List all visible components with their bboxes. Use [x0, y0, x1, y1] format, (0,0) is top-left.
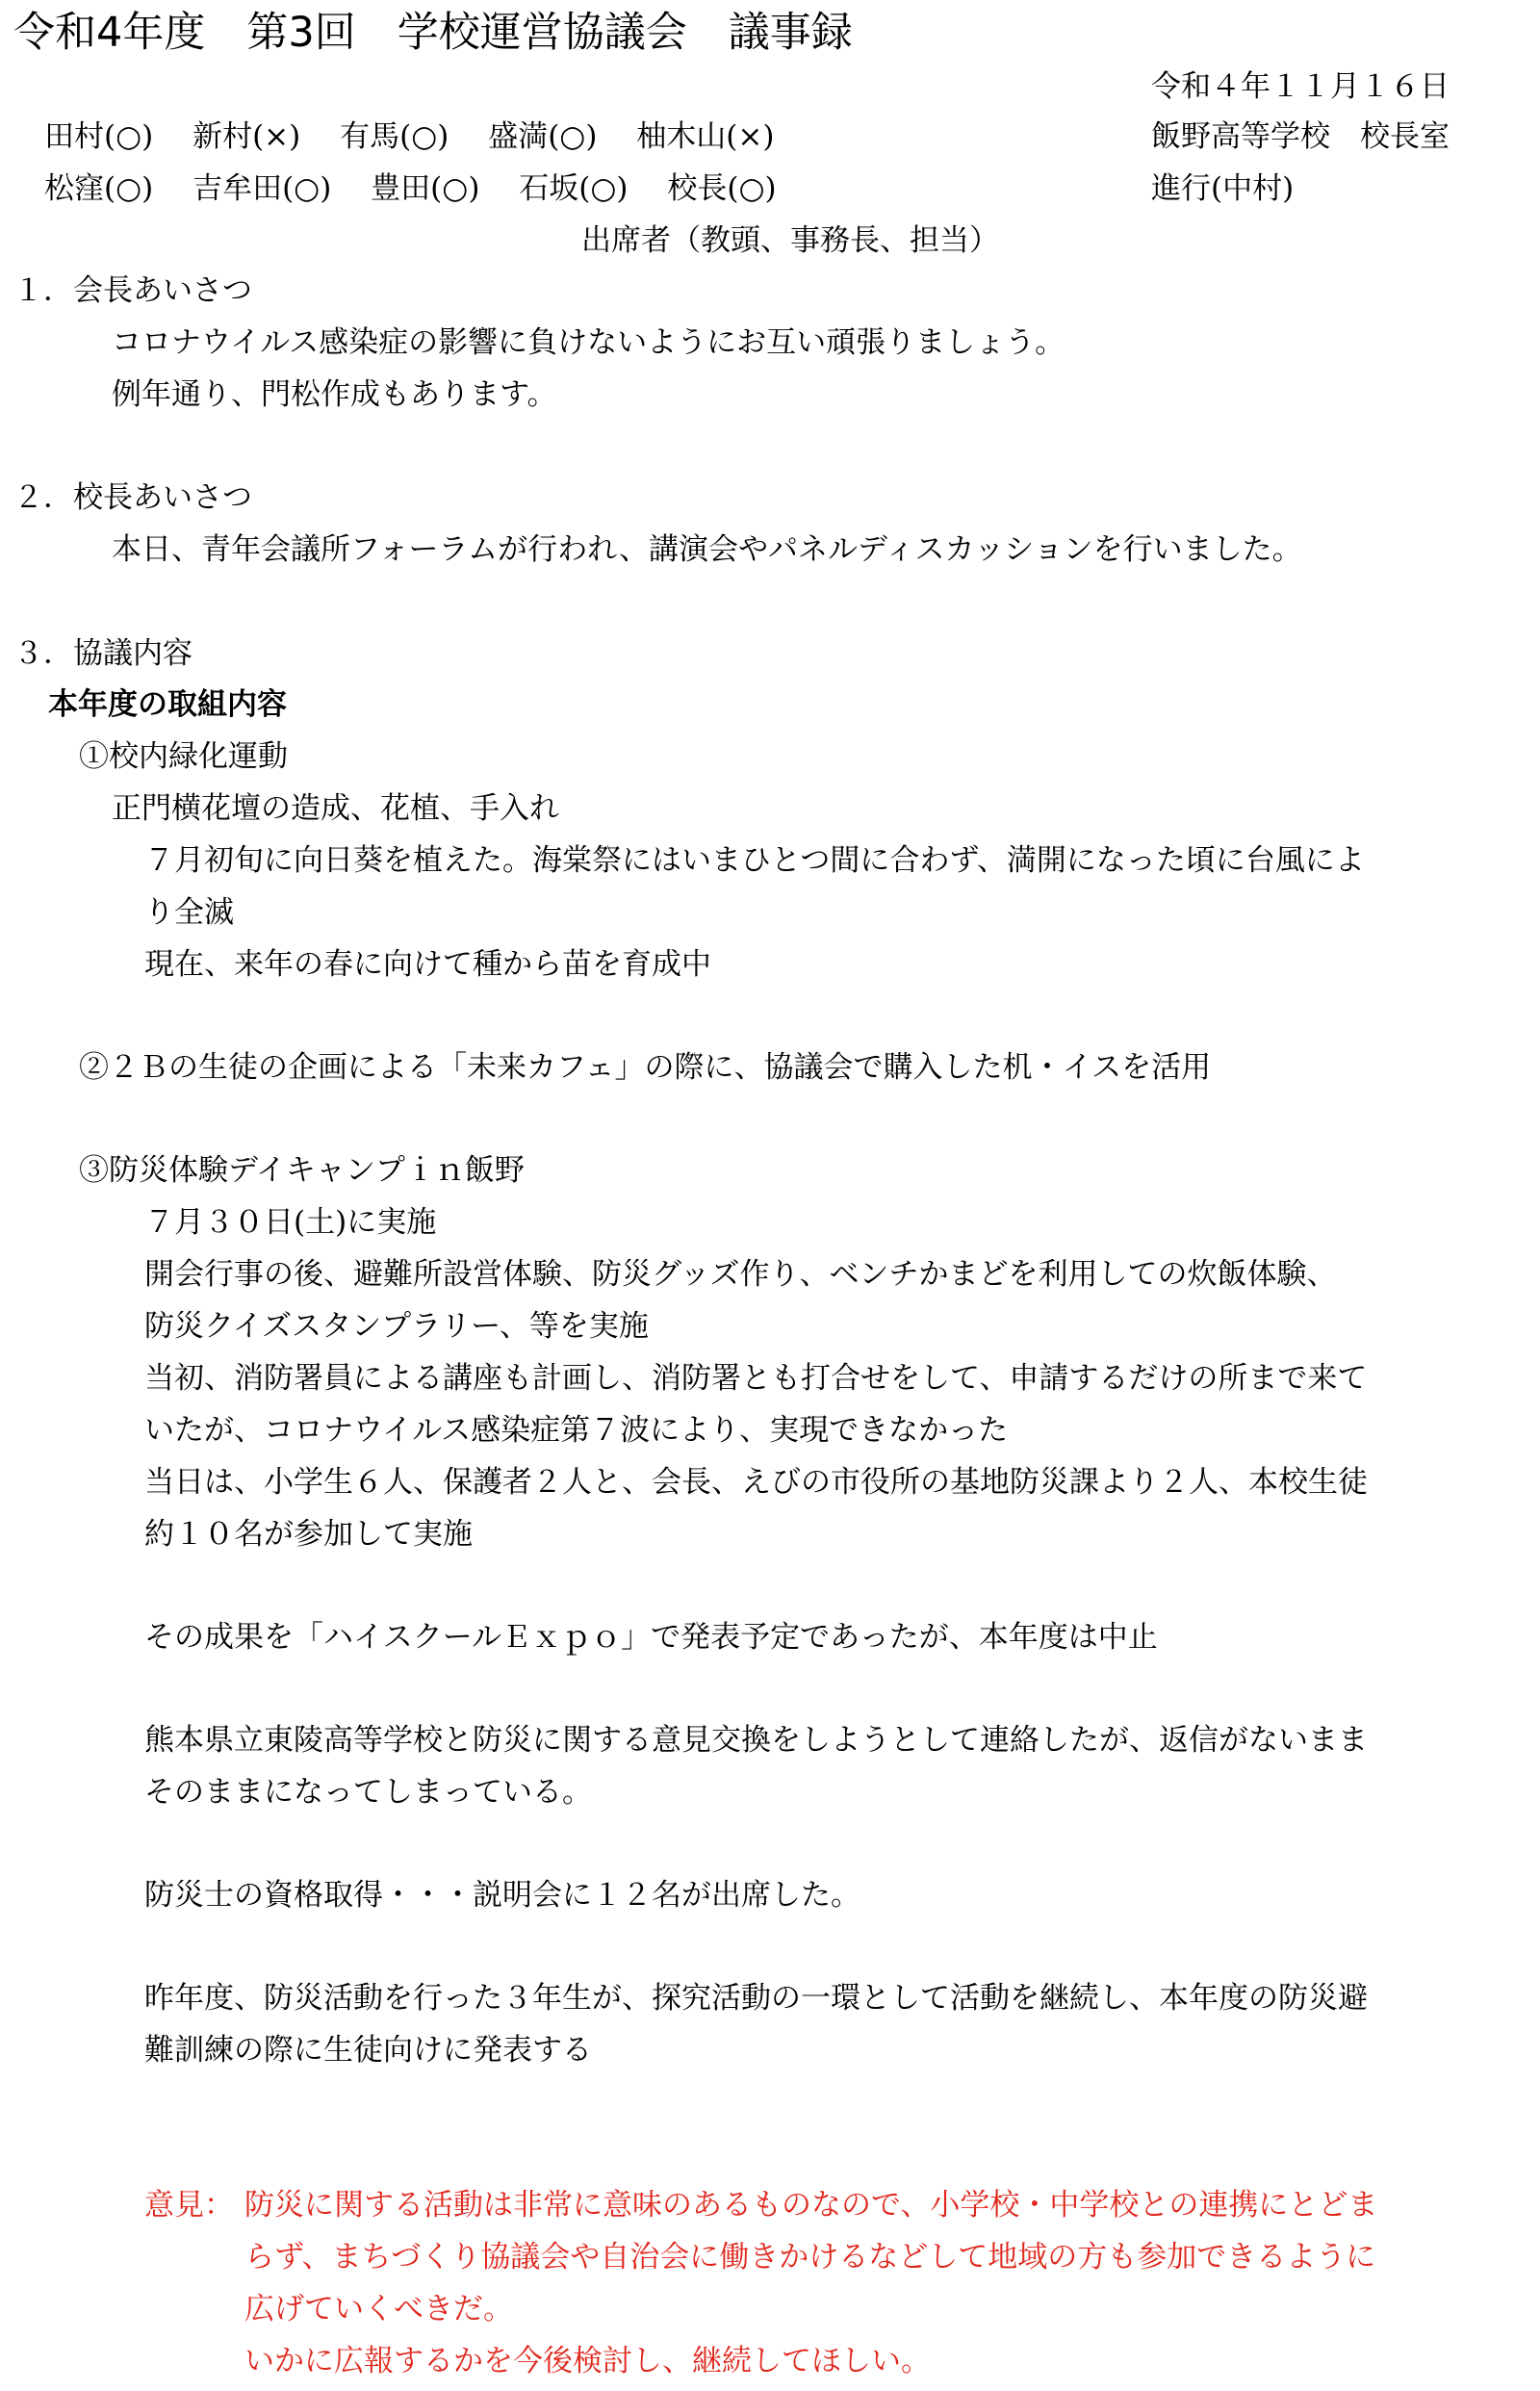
item-1-line: ７月初旬に向日葵を植えた。海棠祭にはいまひとつ間に合わず、満開になった頃に台風によ — [144, 843, 1365, 878]
item-1-line: 現在、来年の春に向けて種から苗を育成中 — [144, 947, 711, 982]
section-3-heading: ３．協議内容 — [13, 636, 192, 671]
opinion-label: 意見： — [144, 2188, 234, 2223]
opinion-line: 防災に関する活動は非常に意味のあるものなので、小学校・中学校との連携にとどま — [244, 2188, 1378, 2223]
item-3-heading: ③防災体験デイキャンプｉｎ飯野 — [79, 1153, 525, 1188]
opinion-line: 広げていくべきだ。 — [244, 2292, 513, 2327]
item-3-line: 昨年度、防災活動を行った３年生が、探究活動の一環として活動を継続し、本年度の防災避 — [144, 1981, 1368, 2016]
item-3-line: ７月３０日(土)に実施 — [144, 1205, 437, 1240]
section-2-line: 本日、青年会議所フォーラムが行われ、講演会やパネルディスカッションを行いました。 — [112, 532, 1302, 567]
meeting-place: 飯野高等学校 校長室 — [1151, 119, 1450, 154]
section-1-line: コロナウイルス感染症の影響に負けないようにお互い頑張りましょう。 — [112, 325, 1065, 360]
item-3-line: いたが、コロナウイルス感染症第７波により、実現できなかった — [144, 1413, 1009, 1448]
section-1-heading: １．会長あいさつ — [13, 273, 252, 308]
document-title: 令和4年度 第3回 学校運営協議会 議事録 — [13, 9, 853, 57]
opinion-line: らず、まちづくり協議会や自治会に働きかけるなどして地域の方も参加できるように — [244, 2240, 1376, 2275]
item-3-line: 防災クイズスタンプラリー、等を実施 — [144, 1309, 649, 1344]
item-2-heading: ②２Ｂの生徒の企画による「未来カフェ」の際に、協議会で購入した机・イスを活用 — [79, 1050, 1212, 1085]
attendees-row-1: 田村(○) 新村(×) 有馬(○) 盛満(○) 柚木山(×) — [44, 119, 775, 154]
staff-attendees: 出席者（教頭、事務長、担当） — [581, 223, 999, 258]
section-2-heading: ２．校長あいさつ — [13, 480, 252, 515]
meeting-date: 令和４年１１月１６日 — [1151, 69, 1450, 104]
item-1-subheading: 正門横花壇の造成、花植、手入れ — [112, 791, 559, 826]
opinion-line: いかに広報するかを今後検討し、継続してほしい。 — [244, 2344, 931, 2378]
section-1-line: 例年通り、門松作成もあります。 — [112, 377, 557, 412]
item-1-line: り全滅 — [144, 895, 234, 930]
item-3-line: 熊本県立東陵高等学校と防災に関する意見交換をしようとして連絡したが、返信がないまま — [144, 1723, 1368, 1758]
item-3-line: 防災士の資格取得・・・説明会に１２名が出席した。 — [144, 1878, 860, 1913]
section-3-subheading: 本年度の取組内容 — [48, 687, 287, 722]
item-3-line: そのままになってしまっている。 — [144, 1775, 592, 1810]
item-1-heading: ①校内緑化運動 — [79, 739, 288, 774]
item-3-line: 約１０名が参加して実施 — [144, 1517, 473, 1552]
meeting-chair: 進行(中村) — [1151, 171, 1295, 206]
item-3-line: その成果を「ハイスクールＥｘｐｏ」で発表予定であったが、本年度は中止 — [144, 1620, 1158, 1655]
item-3-line: 開会行事の後、避難所設営体験、防災グッズ作り、ベンチかまどを利用しての炊飯体験、 — [144, 1257, 1337, 1292]
item-3-line: 難訓練の際に生徒向けに発表する — [144, 2033, 592, 2068]
item-3-line: 当日は、小学生６人、保護者２人と、会長、えびの市役所の基地防災課より２人、本校生徒 — [144, 1465, 1368, 1500]
item-3-line: 当初、消防署員による講座も計画し、消防署とも打合せをして、申請するだけの所まで来て — [144, 1361, 1368, 1396]
attendees-row-2: 松窪(○) 吉牟田(○) 豊田(○) 石坂(○) 校長(○) — [44, 171, 777, 206]
